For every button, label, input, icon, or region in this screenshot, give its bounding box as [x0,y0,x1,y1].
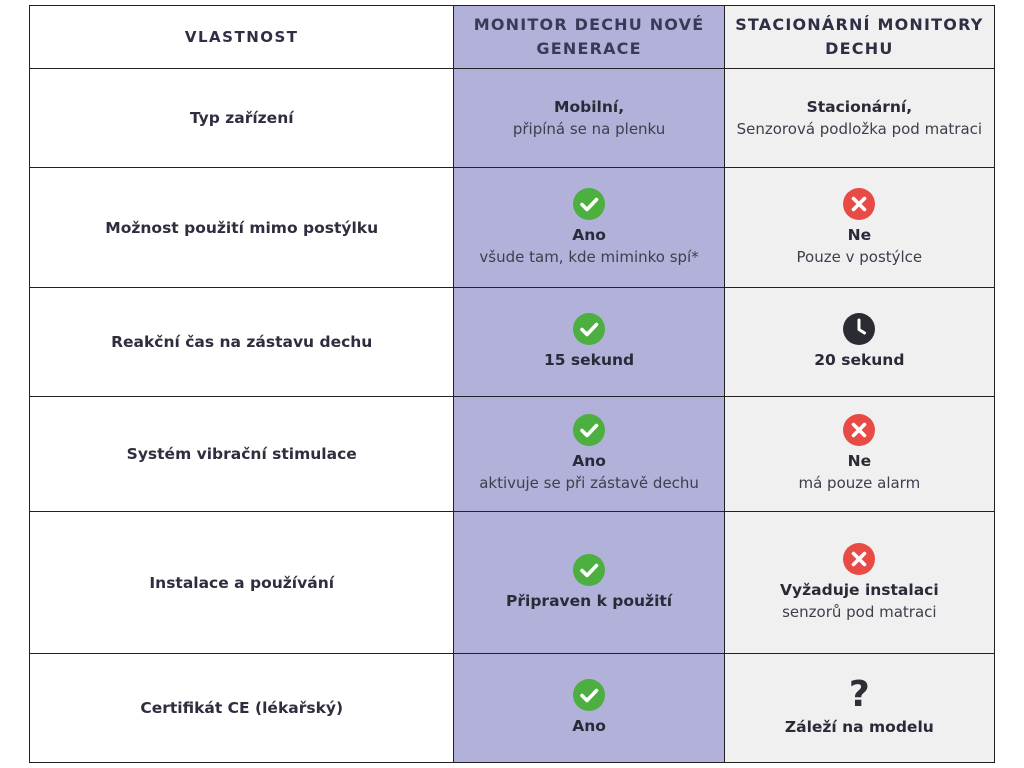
header-stationary: STACIONÁRNÍ MONITORY DECHU [724,6,994,69]
value-subtitle: má pouze alarm [798,474,921,492]
value-title: Záleží na modelu [784,718,934,736]
check-icon [573,679,605,711]
property-label: Certifikát CE (lékařský) [30,654,454,763]
value-subtitle: senzorů pod matraci [782,602,937,621]
stationary-cell [724,69,994,168]
check-icon [573,188,605,220]
stationary-cell [724,288,994,397]
cross-icon [843,188,875,220]
stationary-cell [724,654,994,763]
property-label: Systém vibrační stimulace [30,397,454,512]
table-row [30,397,995,512]
value-title: Vyžaduje instalaci [780,580,939,599]
value-title: 20 sekund [814,351,905,369]
header-new-monitor: MONITOR DECHU NOVÉ GENERACE [454,6,724,69]
check-icon [573,414,605,446]
value-title: Připraven k použití [506,591,673,610]
value-subtitle: všude tam, kde miminko spí* [479,247,699,266]
table-row [30,168,995,288]
value-title: Mobilní, [554,98,625,116]
check-icon [573,554,605,586]
value-title: Ano [572,225,606,244]
value-subtitle: aktivuje se při zástavě dechu [479,474,699,492]
property-label: Reakční čas na zástavu dechu [30,288,454,397]
value-subtitle: Senzorová podložka pod matraci [736,120,983,138]
new-monitor-cell [454,397,724,512]
stationary-cell [724,512,994,654]
stationary-cell [724,397,994,512]
value-subtitle: Pouze v postýlce [796,247,923,266]
value-subtitle: připíná se na plenku [512,120,666,138]
cross-icon [843,414,875,446]
value-title: Ne [847,452,872,470]
property-label: Možnost použití mimo postýlku [30,168,454,288]
value-title: Ano [572,452,606,470]
table-row [30,512,995,654]
property-label: Instalace a používání [30,512,454,654]
value-title: Ne [847,225,872,244]
table-row [30,654,995,763]
table-row [30,288,995,397]
new-monitor-cell [454,512,724,654]
new-monitor-cell [454,288,724,397]
new-monitor-cell [454,168,724,288]
cross-icon [843,543,875,575]
table-row [30,69,995,168]
value-title: 15 sekund [543,351,635,369]
new-monitor-cell [454,69,724,168]
new-monitor-cell [454,654,724,763]
value-title: Stacionární, [806,98,913,116]
header-property: VLASTNOST [30,6,454,69]
comparison-table [29,5,995,763]
question-icon: ? [848,674,870,715]
clock-icon [843,313,875,345]
stationary-cell [724,168,994,288]
value-title: Ano [572,717,606,735]
property-label: Typ zařízení [30,69,454,168]
header-row [30,6,995,69]
check-icon [573,313,605,345]
